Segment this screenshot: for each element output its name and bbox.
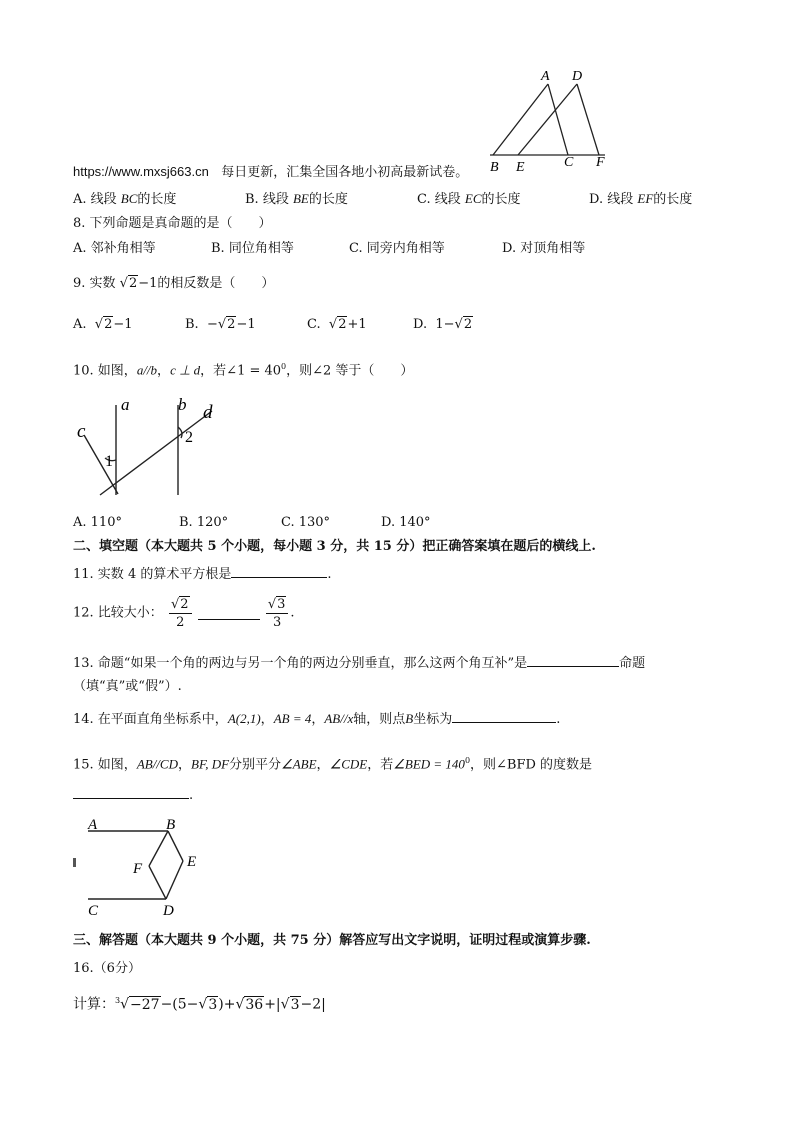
q8-option-d: D. 对顶角相等 [502,241,586,256]
q10-option-a: A. 110° [73,515,122,530]
q12: 12. 比较大小： $\frac{√2}{2}$ $\frac{√3}{3}$ . [73,597,295,630]
q13-line-1: 13. 命题“如果一个角的两边与另一个角的两边分别垂直，那么这两个角互补”是 命题 [73,656,646,671]
q7-a-tail: 的长度 [137,192,177,207]
label-a: a [121,395,130,414]
q7-d-seg: EF [637,191,654,206]
left-edge-mark [73,858,76,867]
section-3-title: 三、解答题（本大题共 9 个小题，共 75 分）解答应写出文字说明，证明过程或演算步骤. [73,933,591,948]
q9-option-d: D. 1−√2 [413,317,473,332]
q8-option-a: A. 邻补角相等 [73,241,156,256]
q15-answer-line: . [73,786,193,804]
segment-ed [166,861,183,899]
q7-b-tail: 的长度 [308,192,348,207]
label-a: A [88,817,98,833]
segment-be [168,831,183,861]
q12-fraction-2: $\frac{√3}{3}$ [266,596,289,631]
q7-b-label: B. 线段 [245,192,289,207]
q7-c-tail: 的长度 [481,192,521,207]
q8-option-b: B. 同位角相等 [211,241,294,256]
q8-stem: 8. 下列命题是真命题的是（ ） [73,216,272,231]
header-url[interactable]: https://www.mxsj663.cn [73,164,209,179]
label-d: D [572,69,583,84]
label-b: B [166,817,176,833]
label-e: E [187,854,197,870]
label-f: F [133,861,143,877]
q15-stem: 15. 如图，AB//CD，BF, DF分别平分∠ABE，∠CDE，若∠BED = $140^0$，则∠BFD 的度数是 [73,756,593,773]
segment-bf [149,831,168,866]
q11: 11. 实数 4 的算术平方根是 . [73,567,332,582]
q14: 14. 在平面直角坐标系中，A(2,1)，AB = 4，AB//x轴，则点B坐标为 . [73,711,561,727]
q8-option-c: C. 同旁内角相等 [349,241,445,256]
label-b: B [490,160,499,175]
label-d: D [163,903,174,919]
q9-stem: 9. 实数 √2−1的相反数是（ ） [73,276,275,291]
segment-fd [149,866,166,899]
label-angle-1: 1 [105,453,113,470]
q7-d-tail: 的长度 [653,192,693,207]
q9-option-c: C. √2+1 [307,317,367,332]
q7-a-seg: BC [120,191,138,206]
q7-d-label: D. 线段 [589,192,634,207]
label-c: c [77,421,86,442]
q9-option-b: B. −√2−1 [185,317,256,332]
label-b: b [178,395,187,414]
q10-stem: 10. 如图，a//b，c ⊥ d，若∠1 = $40^0$，则∠2 等于（ ） [73,362,414,379]
q7-c-seg: EC [464,191,482,206]
label-e: E [516,160,525,175]
q7-b-seg: BE [292,191,309,206]
q16-expression: 计算：$^3$√−27−(5−√3)+√36+|√3−2| [73,996,326,1013]
label-d: d [203,402,213,423]
label-angle-2: 2 [185,429,193,446]
q7-a-label: A. 线段 [73,192,117,207]
q10-option-c: C. 130° [281,515,331,530]
q10-option-d: D. 140° [381,515,431,530]
q9-option-a: A. √2−1 [73,317,133,332]
q7-c-label: C. 线段 [417,192,461,207]
q10-option-b: B. 120° [179,515,229,530]
header-text: 每日更新，汇集全国各地小初高最新试卷。 [221,165,469,180]
label-a: A [541,69,550,84]
label-c: C [88,903,99,919]
q12-fraction-1: $\frac{√2}{2}$ [169,596,192,631]
q16-number: 16.（6分） [73,961,141,976]
q13-line-2: （填“真”或“假”）. [73,679,182,694]
section-2-title: 二、填空题（本大题共 5 个小题，每小题 3 分，共 15 分）把正确答案填在题后的横线上. [73,539,596,554]
label-c: C [564,155,574,170]
label-f: F [596,155,605,170]
